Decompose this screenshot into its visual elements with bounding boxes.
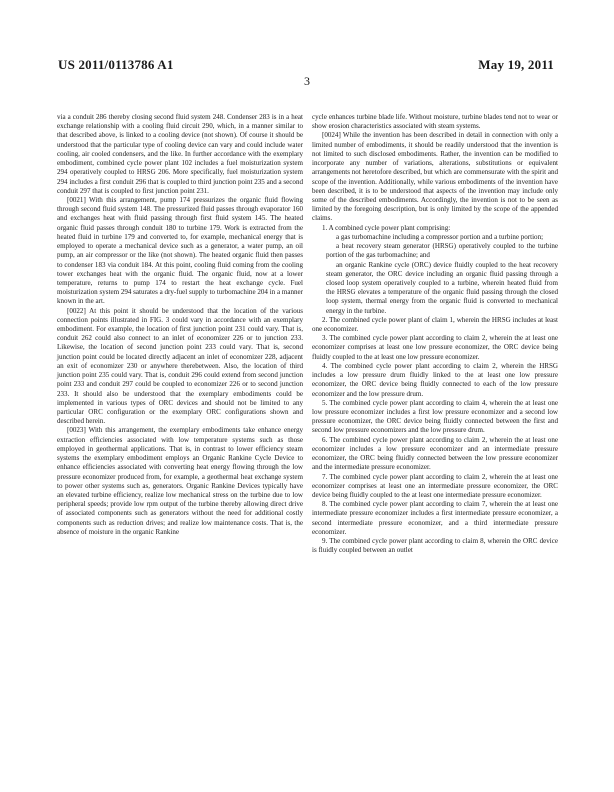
claim-6: 6. The combined cycle power plant according to claim 2, wherein the at least one economizer includes a low pressure economizer and an intermediate pressure economizer, the ORC being fluidly connected between the low pressure economizer and the intermediate pressure economizer. — [312, 435, 558, 472]
publication-date: May 19, 2011 — [478, 57, 554, 72]
claim-7: 7. The combined cycle power plant according to claim 2, wherein the at least one economizer comprises at least one an intermediate pressure economizer, the ORC device being fluidly coupled to the at least one intermediate pressure economizer. — [312, 472, 558, 499]
claim-1-element: a gas turbomachine including a compressor portion and a turbine portion; — [336, 232, 544, 241]
claim-5: 5. The combined cycle power plant according to claim 4, wherein the at least one low pressure economizer includes a first low pressure economizer and a second low pressure economizer, the ORC device being fluidly connected between the first and second low pressure economizers and the low pressure drum. — [312, 398, 558, 435]
publication-number: US 2011/0113786 A1 — [58, 57, 174, 72]
right-column — [312, 113, 558, 556]
left-column — [57, 113, 303, 537]
claim-4: 4. The combined cycle power plant according to claim 2, wherein the HRSG includes a low pressure drum fluidly linked to the at least one low pressure economizer, the ORC device being fluidly connected to each of the low pressure economizer and the low pressure drum. — [312, 361, 558, 398]
claim-1-intro: 1. A combined cycle power plant comprising: — [322, 223, 451, 232]
page-number: 3 — [304, 74, 310, 88]
paragraph-0022: [0022] At this point it should be understood that the location of the various connection points illustrated in FIG. 3 could vary in accordance with an exemplary embodiment. For example, the location of first junction point 231 could vary. That is, conduit 262 could also connect to an inlet of economizer 226 or to junction 233. Likewise, the location of second junction point 233 could vary. That is, second junction point could be located directly adjacent an inlet of economizer 228, adjacent an exit of economizer 230 or anywhere therebetween. Also, the location of third junction point 235 could vary. That is, conduit 296 could extend from second junction point 233 and conduit 297 could be coupled to economizer 226 or to second junction 233. It should also be understood that the exemplary embodiments could be implemented in various types of ORC devices and should not be limited to any particular ORC configuration or the exemplary ORC configurations shown and described herein. — [57, 306, 303, 426]
claim-1-element: an organic Rankine cycle (ORC) device fluidly coupled to the heat recovery steam generator, the ORC device including an organic fluid passing through a closed loop system operatively coupled to a turbine, wherein heated fluid from the HRSG elevates a temperature of the organic fluid passing through the closed loop system, thermal energy from the organic fluid is converted to mechanical energy in the turbine. — [326, 260, 558, 315]
continued-paragraph: cycle enhances turbine blade life. Without moisture, turbine blades tend not to wear or show erosion characteristics associated with steam systems. — [312, 113, 558, 131]
paragraph-0021: [0021] With this arrangement, pump 174 pressurizes the organic fluid flowing through second fluid system 148. The pressurized fluid passes through evaporator 160 and exchanges heat with fluid passing through first fluid system 145. The heated organic fluid passes through conduit 180 to turbine 179. Work is extracted from the heated fluid in turbine 179 and converted to, for example, mechanical energy that is employed to operate a mechanical device such as a generator, a water pump, an oil pump, an air compressor or the like (not shown). The heated organic fluid then passes to condenser 183 via conduit 184. At this point, cooling fluid coming from the cooling tower exchanges heat with the organic fluid. The organic fluid, now at a lower temperature, returns to pump 174 to restart the heat exchange cycle. Fuel moisturization system 294 saturates a dry-fuel supply to turbomachine 204 in a manner known in the art. — [57, 195, 303, 306]
paragraph-0024: [0024] While the invention has been described in detail in connection with only a limited number of embodiments, it should be readily understood that the invention is not limited to such disclosed embodiments. Rather, the invention can be modified to incorporate any number of variations, alterations, substitutions or equivalent arrangements not heretofore described, but which are commensurate with the spirit and scope of the invention. Additionally, while various embodiments of the invention have been described, it is to be understood that aspects of the invention may include only some of the described embodiments. Accordingly, the invention is not to be seen as limited by the foregoing description, but is only limited by the scope of the appended claims. — [312, 131, 558, 223]
claim-3: 3. The combined cycle power plant according to claim 2, wherein the at least one economizer comprises at least one low pressure economizer, the ORC device being fluidly coupled to the at least one low pressure economizer. — [312, 334, 558, 361]
claim-2: 2. The combined cycle power plant of claim 1, wherein the HRSG includes at least one economizer. — [312, 315, 558, 334]
claim-8: 8. The combined cycle power plant according to claim 7, wherein the at least one intermediate pressure economizer includes a first intermediate pressure economizer, a second intermediate pressure economizer, and a third intermediate pressure economizer. — [312, 500, 558, 536]
paragraph-0023: [0023] With this arrangement, the exemplary embodiments take enhance energy extraction efficiencies associated with low temperature systems such as those employed in geothermal applications. That is, in contrast to lower efficiency steam systems the exemplary embodiment employs an Organic Rankine Cycle Device to enhance efficiencies associated with converting heat energy flowing through the low pressure economizer produced from, for example, a geothermal heat exchange system to power other systems such as, generators. Organic Rankine Devices typically have an elevated turbine efficiency, realize low mechanical stress on the turbine due to low peripheral speeds; provide low rpm output of the turbine thereby allowing direct drive of associated components such as generators without the need for additional costly components such as reduction drives; and realize low maintenance costs. That is, the absence of moisture in the organic Rankine — [57, 426, 303, 536]
claim-1-element: a heat recovery steam generator (HRSG) operatively coupled to the turbine portion of the gas turbomachine; and — [326, 242, 558, 260]
claim-9: 9. The combined cycle power plant according to claim 8, wherein the ORC device is fluidly coupled between an outlet — [312, 537, 558, 555]
continued-paragraph: via a conduit 286 thereby closing second fluid system 248. Condenser 283 is in a heat exchange relationship with a cooling fluid circuit 290, which, in a manner similar to that described above, is linked to a cooling device (not shown). Of course it should be understood that the particular type of cooling device can vary and could include water cooling, air cooled condensers, and the like. In further accordance with the exemplary embodiment, combined cycle power plant 102 includes a fuel moisturization system 294 operatively coupled to HRSG 206. More specifically, fuel moisturization system 294 includes a first conduit 296 that is coupled to third junction point 235 and a second conduit 297 that is coupled to first junction point 231. — [57, 113, 303, 195]
